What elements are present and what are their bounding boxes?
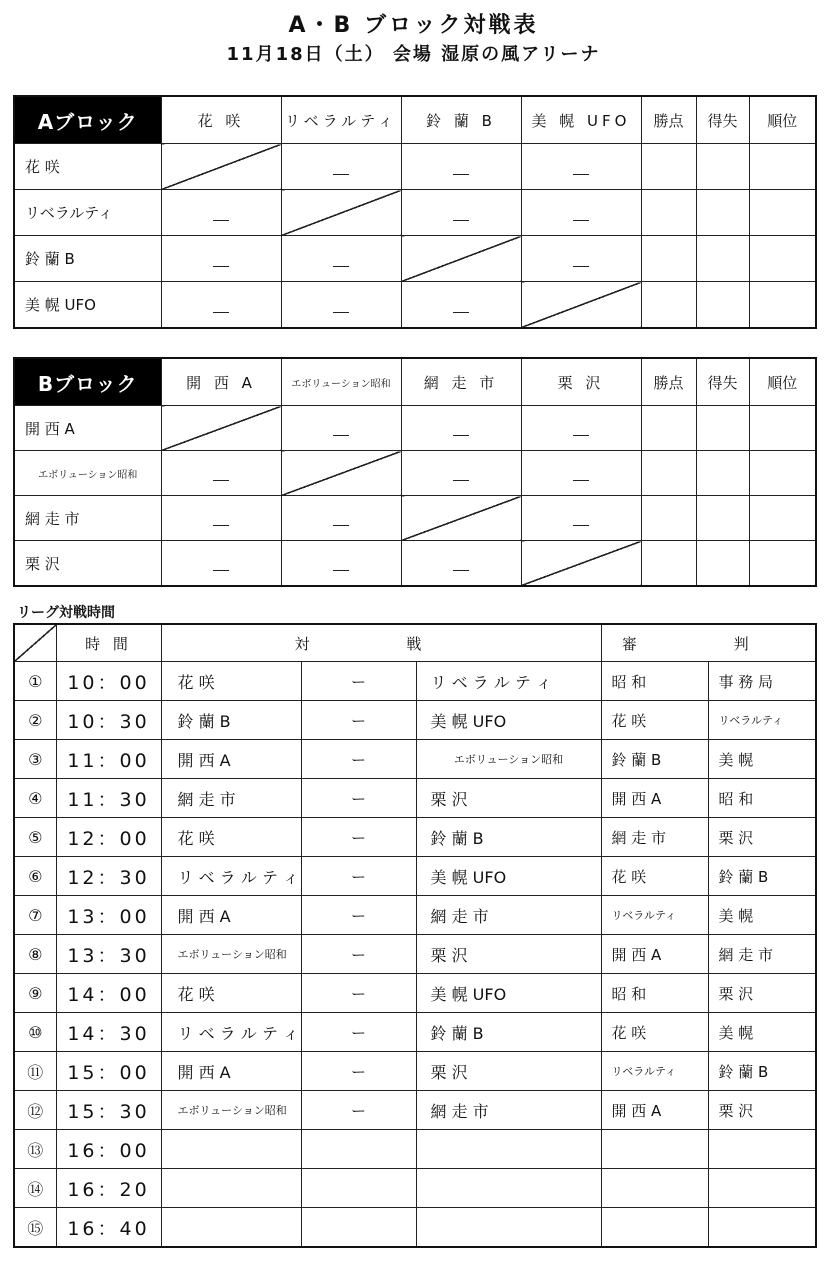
referee-2: 鈴 蘭 B	[708, 857, 816, 896]
home-team: 開 西 A	[161, 740, 301, 779]
block_b-result-cell	[401, 541, 521, 587]
match-time: 14：30	[56, 1013, 161, 1052]
block_a-result-cell	[521, 236, 641, 282]
block_b-result-dash	[573, 525, 589, 526]
away-team	[416, 1130, 601, 1169]
away-team: エボリューション昭和	[416, 740, 601, 779]
page-title: A・B ブロック対戦表	[288, 13, 539, 38]
block_a-result-dash	[453, 174, 469, 175]
vs-dash: ー	[301, 935, 416, 974]
schedule-row	[14, 1130, 816, 1169]
block_b-row-team: エボリューション昭和	[14, 451, 161, 496]
home-team	[161, 1208, 301, 1248]
page-subtitle: 11月18日（土） 会場 湿原の風アリーナ	[226, 44, 601, 65]
block_b-col-team: エボリューション昭和	[281, 358, 401, 406]
block_a-diagonal-cell	[281, 190, 401, 236]
referee-2: 鈴 蘭 B	[708, 1052, 816, 1091]
block_a-team-row	[14, 282, 816, 329]
block_a-result-dash	[333, 312, 349, 313]
vs-dash	[301, 1130, 416, 1169]
match-number: ⑧	[14, 935, 56, 974]
schedule-row	[14, 974, 816, 1013]
home-team: 鈴 蘭 B	[161, 701, 301, 740]
block_a-row-team: 鈴 蘭 B	[14, 236, 161, 282]
home-team: 開 西 A	[161, 896, 301, 935]
vs-dash: ー	[301, 701, 416, 740]
block_a-result-dash	[453, 312, 469, 313]
block_b-result-cell	[401, 451, 521, 496]
schedule-row	[14, 701, 816, 740]
referee-1: 鈴 蘭 B	[601, 740, 708, 779]
block-b-table	[13, 357, 817, 587]
block_a-result-cell	[401, 190, 521, 236]
match-time: 13：30	[56, 935, 161, 974]
match-time: 12：30	[56, 857, 161, 896]
match-time: 15：30	[56, 1091, 161, 1130]
referee-2: 栗 沢	[708, 974, 816, 1013]
block_a-name: Aブロック	[14, 96, 161, 144]
home-team: 花 咲	[161, 662, 301, 701]
schedule-row	[14, 779, 816, 818]
block_a-diagonal-cell	[161, 144, 281, 190]
block_b-col-team: 開 西 A	[161, 358, 281, 406]
block_a-col-team: 美 幌 UFO	[521, 96, 641, 144]
block_b-result-cell	[161, 496, 281, 541]
block_b-stat-cell	[749, 541, 816, 587]
match-time: 13：00	[56, 896, 161, 935]
block_a-result-dash	[213, 220, 229, 221]
block_b-stat-cell	[641, 496, 696, 541]
schedule-row	[14, 1208, 816, 1248]
block_b-stat-cell	[641, 451, 696, 496]
block_b-result-cell	[521, 451, 641, 496]
block_b-result-cell	[281, 496, 401, 541]
match-time: 11：30	[56, 779, 161, 818]
block_a-result-dash	[333, 174, 349, 175]
schedule-row	[14, 935, 816, 974]
referee-2: 美 幌	[708, 740, 816, 779]
match-number: ①	[14, 662, 56, 701]
home-team: エボリューション昭和	[161, 935, 301, 974]
match-header: 対 戦	[161, 624, 601, 662]
match-number: ⑮	[14, 1208, 56, 1248]
block_b-result-cell	[281, 406, 401, 451]
block_a-result-dash	[573, 174, 589, 175]
block_b-col-rank: 順位	[749, 358, 816, 406]
match-number: ⑫	[14, 1091, 56, 1130]
away-team: 網 走 市	[416, 1091, 601, 1130]
match-number: ⑨	[14, 974, 56, 1013]
block-a-table	[13, 95, 817, 329]
referee-header: 審 判	[601, 624, 816, 662]
referee-1: 網 走 市	[601, 818, 708, 857]
home-team: 開 西 A	[161, 1052, 301, 1091]
block_a-stat-cell	[749, 190, 816, 236]
referee-1: リベラルティ	[601, 1052, 708, 1091]
block_a-result-dash	[573, 266, 589, 267]
block_b-col-team: 網 走 市	[401, 358, 521, 406]
vs-dash	[301, 1208, 416, 1248]
block_a-stat-cell	[749, 236, 816, 282]
block_a-stat-cell	[641, 144, 696, 190]
vs-dash: ー	[301, 662, 416, 701]
match-number: ⑤	[14, 818, 56, 857]
match-number: ⑦	[14, 896, 56, 935]
schedule-row	[14, 740, 816, 779]
block_a-result-cell	[281, 236, 401, 282]
block_b-stat-cell	[696, 496, 749, 541]
referee-2: 網 走 市	[708, 935, 816, 974]
block_b-team-row	[14, 496, 816, 541]
match-time: 16：00	[56, 1130, 161, 1169]
home-team: 花 咲	[161, 818, 301, 857]
home-team	[161, 1130, 301, 1169]
referee-2: 事 務 局	[708, 662, 816, 701]
match-time: 12：00	[56, 818, 161, 857]
block_b-col-points: 勝点	[641, 358, 696, 406]
referee-2: 昭 和	[708, 779, 816, 818]
block_a-result-dash	[213, 266, 229, 267]
vs-dash: ー	[301, 1013, 416, 1052]
referee-2: 栗 沢	[708, 1091, 816, 1130]
block_a-col-diff: 得失	[696, 96, 749, 144]
home-team: 網 走 市	[161, 779, 301, 818]
block_b-result-dash	[213, 480, 229, 481]
vs-dash	[301, 1169, 416, 1208]
block_a-row-team: リベラルティ	[14, 190, 161, 236]
referee-1: 昭 和	[601, 974, 708, 1013]
vs-dash: ー	[301, 818, 416, 857]
block_b-stat-cell	[749, 451, 816, 496]
block_a-result-dash	[213, 312, 229, 313]
referee-1: 開 西 A	[601, 779, 708, 818]
block_a-result-dash	[573, 220, 589, 221]
match-number: ⑩	[14, 1013, 56, 1052]
referee-2	[708, 1169, 816, 1208]
block_a-col-team: リベラルティ	[281, 96, 401, 144]
referee-1: 花 咲	[601, 857, 708, 896]
block_a-col-points: 勝点	[641, 96, 696, 144]
block_b-result-dash	[333, 570, 349, 571]
vs-dash: ー	[301, 779, 416, 818]
schedule-row	[14, 1169, 816, 1208]
block_a-result-cell	[401, 282, 521, 329]
match-time: 16：20	[56, 1169, 161, 1208]
away-team: 栗 沢	[416, 935, 601, 974]
block_b-header-row	[14, 358, 816, 406]
referee-1	[601, 1130, 708, 1169]
vs-dash: ー	[301, 896, 416, 935]
block_b-stat-cell	[641, 406, 696, 451]
block_a-col-rank: 順位	[749, 96, 816, 144]
block_a-team-row	[14, 144, 816, 190]
away-team: 栗 沢	[416, 1052, 601, 1091]
away-team: 美 幌 UFO	[416, 857, 601, 896]
block_b-result-cell	[161, 541, 281, 587]
away-team: 美 幌 UFO	[416, 974, 601, 1013]
referee-2: 美 幌	[708, 896, 816, 935]
match-time: 11：00	[56, 740, 161, 779]
schedule-row	[14, 1091, 816, 1130]
vs-dash: ー	[301, 1091, 416, 1130]
referee-1: リベラルティ	[601, 896, 708, 935]
referee-2: 栗 沢	[708, 818, 816, 857]
block_b-stat-cell	[749, 406, 816, 451]
block_a-diagonal-cell	[401, 236, 521, 282]
home-team: 花 咲	[161, 974, 301, 1013]
block_a-stat-cell	[641, 190, 696, 236]
away-team: 鈴 蘭 B	[416, 818, 601, 857]
block_a-diagonal-cell	[521, 282, 641, 329]
match-time: 16：40	[56, 1208, 161, 1248]
schedule-table	[13, 623, 817, 1248]
referee-2: 美 幌	[708, 1013, 816, 1052]
block_a-result-cell	[281, 144, 401, 190]
block_b-stat-cell	[696, 451, 749, 496]
referee-1: 昭 和	[601, 662, 708, 701]
match-number: ③	[14, 740, 56, 779]
vs-dash: ー	[301, 857, 416, 896]
match-number: ⑪	[14, 1052, 56, 1091]
match-number: ⑭	[14, 1169, 56, 1208]
away-team	[416, 1208, 601, 1248]
block_b-row-team: 栗 沢	[14, 541, 161, 587]
referee-1: 花 咲	[601, 701, 708, 740]
block_b-result-dash	[333, 525, 349, 526]
block_a-result-dash	[333, 266, 349, 267]
time-header: 時 間	[56, 624, 161, 662]
block_b-result-dash	[453, 570, 469, 571]
block_a-team-row	[14, 190, 816, 236]
referee-1	[601, 1208, 708, 1248]
away-team: 鈴 蘭 B	[416, 1013, 601, 1052]
block_b-result-dash	[573, 480, 589, 481]
match-time: 15：00	[56, 1052, 161, 1091]
match-time: 10：30	[56, 701, 161, 740]
block_b-team-row	[14, 406, 816, 451]
home-team: リ ベ ラ ル テ ィ	[161, 1013, 301, 1052]
schedule-row	[14, 857, 816, 896]
block_b-result-cell	[521, 496, 641, 541]
block_a-header-row	[14, 96, 816, 144]
away-team: 美 幌 UFO	[416, 701, 601, 740]
away-team: リ ベ ラ ル テ ィ	[416, 662, 601, 701]
home-team	[161, 1169, 301, 1208]
referee-1: 花 咲	[601, 1013, 708, 1052]
match-time: 10：00	[56, 662, 161, 701]
block_b-row-team: 網 走 市	[14, 496, 161, 541]
block_b-row-team: 開 西 A	[14, 406, 161, 451]
away-team: 栗 沢	[416, 779, 601, 818]
block_b-diagonal-cell	[281, 451, 401, 496]
block_a-result-dash	[453, 220, 469, 221]
block_b-stat-cell	[641, 541, 696, 587]
match-number: ⑥	[14, 857, 56, 896]
referee-2: リベラルティ	[708, 701, 816, 740]
vs-dash: ー	[301, 1052, 416, 1091]
match-number: ⑬	[14, 1130, 56, 1169]
match-number: ④	[14, 779, 56, 818]
schedule-row	[14, 818, 816, 857]
referee-2	[708, 1208, 816, 1248]
block_a-stat-cell	[696, 282, 749, 329]
block_b-result-cell	[521, 406, 641, 451]
block_b-team-row	[14, 541, 816, 587]
block_b-result-cell	[281, 541, 401, 587]
block_a-team-row	[14, 236, 816, 282]
match-number: ②	[14, 701, 56, 740]
block_b-diagonal-cell	[401, 496, 521, 541]
block_b-result-cell	[161, 451, 281, 496]
home-team: リ ベ ラ ル テ ィ	[161, 857, 301, 896]
block_a-result-cell	[161, 190, 281, 236]
away-team: 網 走 市	[416, 896, 601, 935]
block_b-stat-cell	[696, 541, 749, 587]
block_b-result-dash	[453, 480, 469, 481]
referee-1	[601, 1169, 708, 1208]
schedule-header-row	[14, 624, 816, 662]
block_b-col-diff: 得失	[696, 358, 749, 406]
block_a-result-cell	[521, 144, 641, 190]
block_a-row-team: 花 咲	[14, 144, 161, 190]
header-corner	[14, 624, 56, 662]
block_a-col-team: 鈴 蘭 B	[401, 96, 521, 144]
block_a-stat-cell	[696, 190, 749, 236]
block_b-diagonal-cell	[161, 406, 281, 451]
block_a-stat-cell	[641, 282, 696, 329]
home-team: エボリューション昭和	[161, 1091, 301, 1130]
away-team	[416, 1169, 601, 1208]
schedule-row	[14, 1013, 816, 1052]
block_b-diagonal-cell	[521, 541, 641, 587]
block_b-result-dash	[333, 435, 349, 436]
schedule-row	[14, 896, 816, 935]
block_a-col-team: 花 咲	[161, 96, 281, 144]
block_b-result-dash	[573, 435, 589, 436]
match-time: 14：00	[56, 974, 161, 1013]
referee-1: 開 西 A	[601, 935, 708, 974]
block_a-stat-cell	[749, 144, 816, 190]
block_a-row-team: 美 幌 UFO	[14, 282, 161, 329]
block_b-result-dash	[213, 525, 229, 526]
block_b-stat-cell	[696, 406, 749, 451]
block_a-stat-cell	[641, 236, 696, 282]
block_b-stat-cell	[749, 496, 816, 541]
block_a-result-cell	[161, 282, 281, 329]
block_b-result-dash	[213, 570, 229, 571]
schedule-caption: リーグ対戦時間	[17, 605, 115, 621]
block_b-result-dash	[453, 435, 469, 436]
block_b-col-team: 栗 沢	[521, 358, 641, 406]
block_a-stat-cell	[696, 236, 749, 282]
schedule-row	[14, 662, 816, 701]
referee-2	[708, 1130, 816, 1169]
block_a-result-cell	[521, 190, 641, 236]
schedule-row	[14, 1052, 816, 1091]
vs-dash: ー	[301, 740, 416, 779]
block_b-result-cell	[401, 406, 521, 451]
referee-1: 開 西 A	[601, 1091, 708, 1130]
block_b-team-row	[14, 451, 816, 496]
block_a-stat-cell	[696, 144, 749, 190]
block_a-result-cell	[281, 282, 401, 329]
block_a-result-cell	[161, 236, 281, 282]
block_b-name: Bブロック	[14, 358, 161, 406]
block_a-stat-cell	[749, 282, 816, 329]
vs-dash: ー	[301, 974, 416, 1013]
block_a-result-cell	[401, 144, 521, 190]
